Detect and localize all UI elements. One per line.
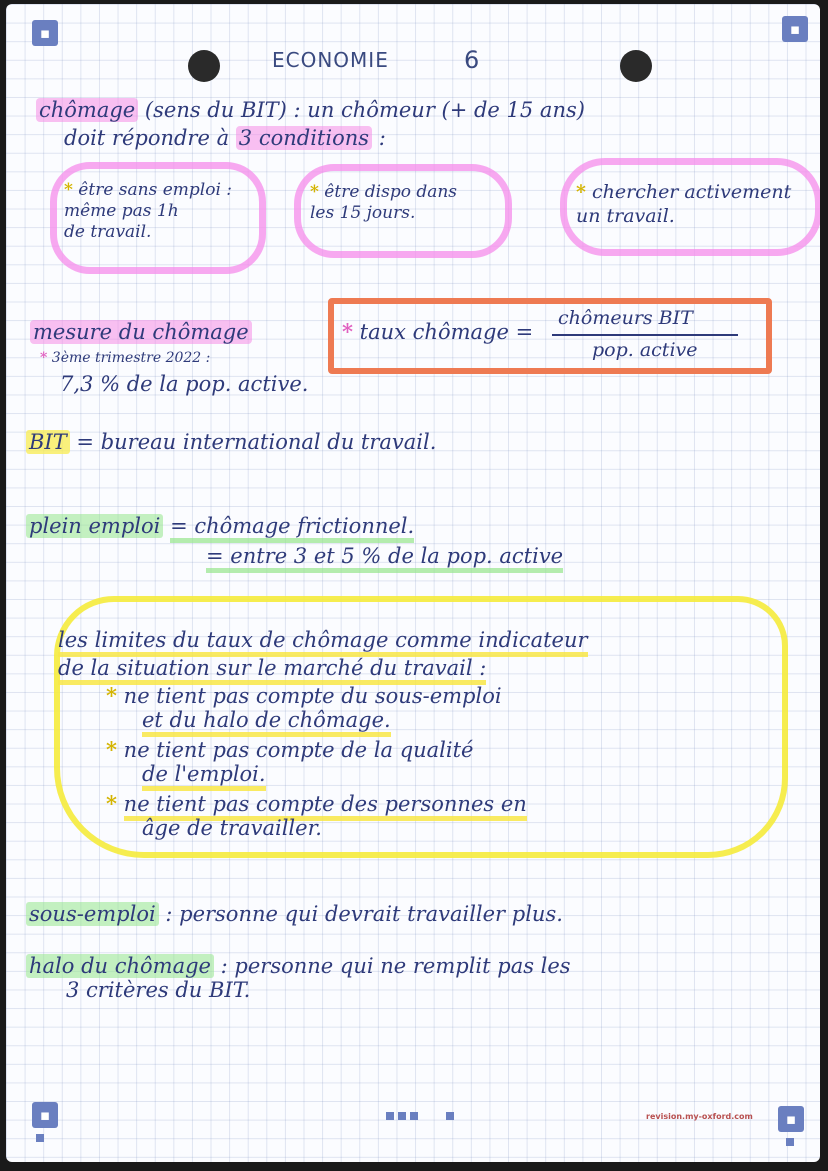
conditions-count: 3 conditions <box>236 126 372 150</box>
fraction-bar <box>552 334 738 336</box>
condition-3: * chercher activement un travail. <box>576 181 792 227</box>
binder-hole-left <box>188 50 220 82</box>
measure-note-line1: * 3ème trimestre 2022 : <box>40 350 211 366</box>
logo-square-icon: ▪ <box>782 16 808 42</box>
page-title: ECONOMIE <box>272 48 389 72</box>
rate-denominator: pop. active <box>592 339 698 361</box>
bullet-star-icon: * <box>106 683 117 708</box>
limit-item-3: * ne tient pas compte des personnes en âge de travailler. <box>106 791 527 840</box>
halo-definition: halo du chômage : personne qui ne remplit pas les 3 critères du BIT. <box>26 954 571 1002</box>
footer-dot-icon <box>446 1112 454 1120</box>
full-employment-line2: = entre 3 et 5 % de la pop. active <box>206 544 563 568</box>
measure-note-line2: 7,3 % de la pop. active. <box>60 372 309 396</box>
bullet-star-icon: * <box>310 182 319 202</box>
underemployment-definition: sous-emploi : personne qui devrait travailler plus. <box>26 902 563 926</box>
full-employment-line1: plein emploi = chômage frictionnel. <box>26 514 414 538</box>
limits-title-line2: de la situation sur le marché du travail : <box>58 656 486 680</box>
rate-numerator: chômeurs BIT <box>558 307 693 329</box>
unemployment-definition-line2 <box>64 126 386 150</box>
unemployment-definition-rest: (sens du BIT) : un chômeur (+ de 15 ans) <box>144 98 585 122</box>
footer-dot-icon <box>398 1112 406 1120</box>
bit-acronym: BIT <box>26 430 70 454</box>
bullet-star-icon: * <box>106 791 117 816</box>
notebook-page <box>6 4 820 1162</box>
limits-title-line1: les limites du taux de chômage comme indicateur <box>58 628 588 652</box>
bit-definition: BIT = bureau international du travail. <box>26 430 436 454</box>
measure-title: mesure du chômage <box>30 320 252 344</box>
halo-term: halo du chômage <box>26 954 214 978</box>
footer-dot-icon <box>36 1134 44 1142</box>
conditions-intro: doit répondre à <box>64 126 230 150</box>
logo-square-icon: ▪ <box>32 20 58 46</box>
condition-1: * être sans emploi : même pas 1h de travail. <box>64 180 233 242</box>
condition-2: * être dispo dans les 15 jours. <box>310 182 458 223</box>
limit-item-1: * ne tient pas compte du sous-emploi et du halo de chômage. <box>106 684 502 732</box>
bullet-star-icon: * <box>40 350 48 366</box>
binder-hole-right <box>620 50 652 82</box>
bullet-star-icon: * <box>342 319 353 344</box>
page-number: 6 <box>464 46 480 74</box>
watermark: revision.my-oxford.com <box>646 1112 753 1121</box>
conditions-colon: : <box>378 126 386 150</box>
full-employment-term: plein emploi <box>26 514 163 538</box>
logo-square-icon: ▪ <box>32 1102 58 1128</box>
underemployment-term: sous-emploi <box>26 902 159 926</box>
unemployment-term: chômage <box>36 98 138 122</box>
bullet-star-icon: * <box>64 180 73 200</box>
rate-label: * taux chômage = <box>342 319 534 344</box>
bullet-star-icon: * <box>106 737 117 762</box>
footer-dot-icon <box>386 1112 394 1120</box>
limit-item-2: * ne tient pas compte de la qualité de l'emploi. <box>106 738 473 786</box>
unemployment-definition-line1 <box>36 98 585 122</box>
bullet-star-icon: * <box>576 181 586 203</box>
footer-dot-icon <box>410 1112 418 1120</box>
logo-square-icon: ▪ <box>778 1106 804 1132</box>
footer-dot-icon <box>786 1138 794 1146</box>
